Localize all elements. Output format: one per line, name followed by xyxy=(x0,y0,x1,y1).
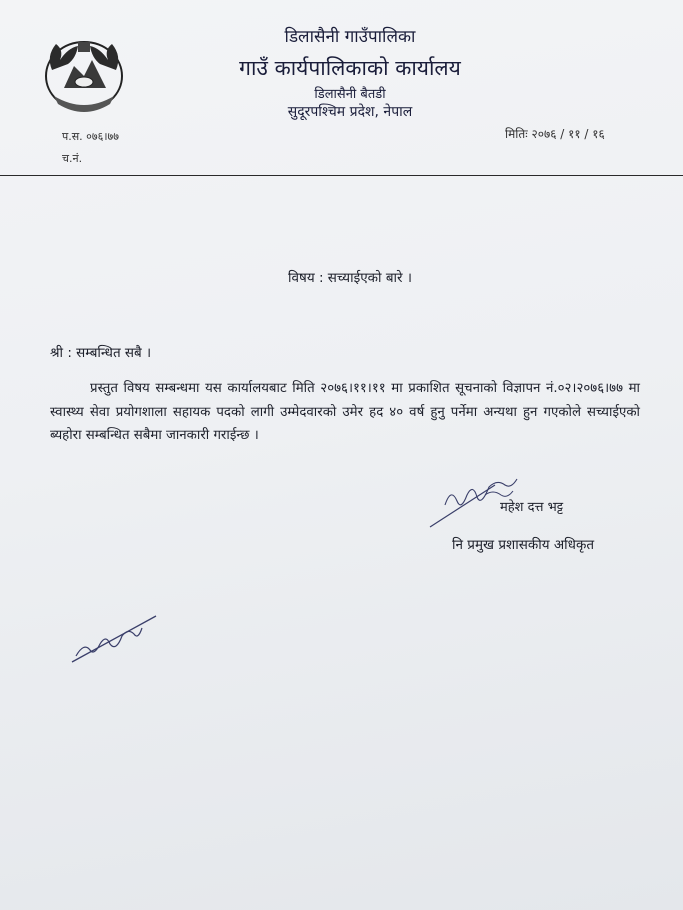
letter-body: प्रस्तुत विषय सम्बन्धमा यस कार्यालयबाट मिति २०७६।११।११ मा प्रकाशित सूचनाको विज्ञापन नं.०२।२०७६।७७ मा स्वास्थ्य सेवा प्रयोगशाला सहायक पदको लागी उम्मेदवारको उमेर हद ४० वर्ष हुनु पर्नेमा अन्यथा हुन गएकोले सच्याईएको ब्यहोरा सम्बन्धित सबैमा जानकारी गराईन्छ । xyxy=(50,381,640,443)
dispatch-number: च.नं. xyxy=(62,152,83,165)
province-country: सुदूरपश्चिम प्रदेश, नेपाल xyxy=(287,104,413,120)
signatory-title: नि प्रमुख प्रशासकीय अधिकृत xyxy=(452,537,595,553)
reference-number: प.स. ०७६।७७ xyxy=(62,130,119,143)
nepal-emblem-icon xyxy=(34,30,134,116)
office-name: गाउँ कार्यपालिकाको कार्यालय xyxy=(239,56,461,80)
handwritten-margin-note-icon xyxy=(70,612,170,672)
municipality-name: डिलासैनी गाउँपालिका xyxy=(284,27,416,47)
signatory-name: महेश दत्त भट्ट xyxy=(500,500,564,515)
office-location: डिलासैनी बैतडी xyxy=(314,87,386,102)
letter-addressee: श्री : सम्बन्धित सबै । xyxy=(50,345,152,361)
header-divider xyxy=(0,175,683,176)
letter-date: मितिः २०७६ / ११ / १६ xyxy=(505,127,605,141)
letter-subject: विषय : सच्याईएको बारे । xyxy=(288,270,412,286)
